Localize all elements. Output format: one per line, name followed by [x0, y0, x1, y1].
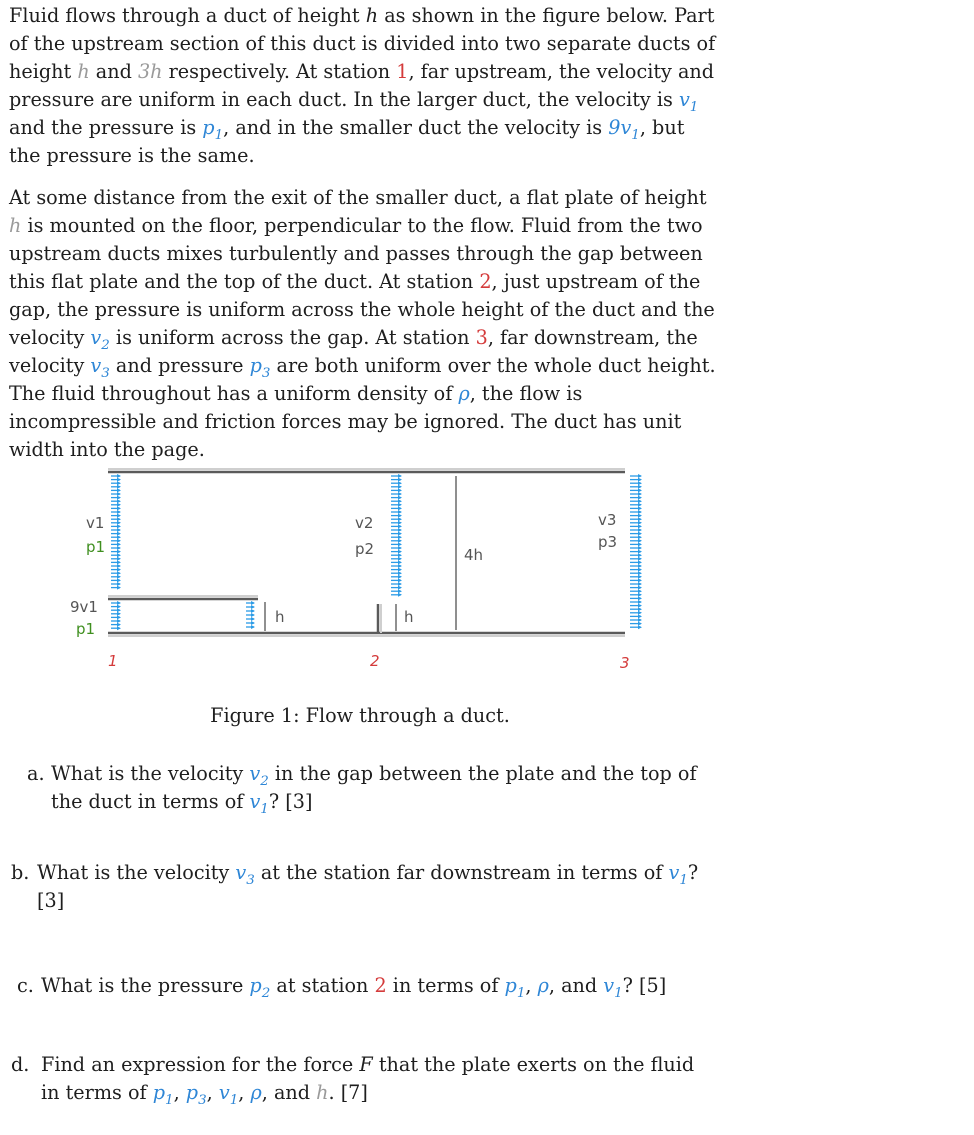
- symbol-p2: $p_2$: [249, 974, 271, 1001]
- station3-arrowhead: [638, 568, 642, 572]
- label-v1: v1: [86, 514, 105, 532]
- text-span: , the flow is incompressible and friction forces may be ignored. The duct has unit width into the page.: [9, 382, 682, 461]
- station2-arrowhead: [398, 550, 402, 554]
- symbol-v1: $v_1$: [249, 790, 269, 817]
- symbol-v2: $v_2$: [90, 326, 110, 353]
- station3-arrowhead: [638, 506, 642, 510]
- station2-arrowhead: [398, 564, 402, 568]
- symbol-9v1: $9v_1$: [608, 116, 640, 143]
- station3-arrowhead: [638, 496, 642, 500]
- station3-arrowhead: [638, 586, 642, 590]
- setup-paragraph: [9, 184, 717, 464]
- question-a: [27, 760, 727, 816]
- station3-arrowhead: [638, 514, 642, 518]
- station3-arrowhead: [638, 528, 642, 532]
- station1-upper-arrowhead: [117, 481, 121, 485]
- text-span: is uniform across the gap. At station: [109, 326, 476, 349]
- station2-arrowhead: [398, 492, 402, 496]
- station2-arrowhead: [398, 575, 402, 579]
- station1-lower-arrowhead: [117, 623, 121, 627]
- station3-arrowhead: [638, 618, 642, 622]
- text-span: , just upstream of the gap, the pressure is uniform across the whole height of the duct and the velocity: [9, 270, 715, 349]
- station3-arrowhead: [638, 589, 642, 593]
- question-text: What is the velocity $v_3$ at the station far downstream in terms of $v_1$? [3]: [37, 861, 699, 912]
- station2-arrowhead: [398, 593, 402, 597]
- station2-arrowhead: [398, 496, 402, 500]
- station1-upper-arrowhead: [117, 528, 121, 532]
- symbol-3h: 3h: [137, 60, 163, 83]
- station1-upper-arrowhead: [117, 503, 121, 507]
- station1-upper-arrowhead: [117, 532, 121, 536]
- question-text: Find an expression for the force F that the plate exerts on the fluid in terms of $p_1$, $p_3$, $v_1$, ρ, and h. [7]: [41, 1053, 695, 1108]
- station3-arrowhead: [638, 578, 642, 582]
- symbol-p1: $p_1$: [202, 116, 224, 143]
- station3-arrowhead: [638, 596, 642, 600]
- symbol-p3: $p_3$: [249, 354, 271, 381]
- station2-arrowhead: [398, 535, 402, 539]
- station3-arrowhead: [638, 542, 642, 546]
- text-span: Fluid flows through a duct of height: [9, 4, 366, 27]
- station2-arrowhead: [398, 539, 402, 543]
- station-exit-small-arrowhead: [251, 613, 255, 617]
- station1-upper-arrowhead: [117, 496, 121, 500]
- question-text: What is the velocity $v_2$ in the gap between the plate and the top of the duct in terms of $v_1$? [3]: [51, 762, 697, 817]
- station3-arrowhead: [638, 478, 642, 482]
- station3-arrowhead: [638, 488, 642, 492]
- station3-arrowhead: [638, 611, 642, 615]
- symbol-h: h: [9, 214, 22, 237]
- station3-arrowhead: [638, 625, 642, 629]
- station2-arrowhead: [398, 542, 402, 546]
- station1-upper-arrowhead: [117, 575, 121, 579]
- station2-arrowhead: [398, 546, 402, 550]
- station1-upper-arrowhead: [117, 564, 121, 568]
- station1-upper-arrowhead: [117, 560, 121, 564]
- station2-arrowhead: [398, 474, 402, 478]
- station1-upper-arrowhead: [117, 510, 121, 514]
- symbol-p3: $p_3$: [185, 1081, 207, 1108]
- label-v2: v2: [355, 514, 374, 532]
- station3-arrowhead: [638, 622, 642, 626]
- station2-arrowhead: [398, 478, 402, 482]
- station1-upper-arrowhead: [117, 571, 121, 575]
- station-exit-small-arrowhead: [251, 617, 255, 621]
- station3-arrowhead: [638, 582, 642, 586]
- station2-arrowhead: [398, 481, 402, 485]
- station1-upper-arrowhead: [117, 568, 121, 572]
- station3-arrowhead: [638, 517, 642, 521]
- station1-lower-arrowhead: [117, 608, 121, 612]
- label-v3: v3: [598, 511, 617, 529]
- text-span: , but the pressure is the same.: [9, 116, 685, 167]
- station1-upper-arrowhead: [117, 578, 121, 582]
- station3-arrowhead: [638, 481, 642, 485]
- station-label-2: 2: [370, 652, 380, 670]
- station1-upper-arrowhead: [117, 582, 121, 586]
- station1-upper-arrowhead: [117, 557, 121, 561]
- station1-upper-arrowhead: [117, 488, 121, 492]
- symbol-v1: $v_1$: [218, 1081, 239, 1108]
- question-d: [11, 1051, 717, 1107]
- question-marker: a.: [27, 762, 45, 785]
- station1-lower-arrowhead: [117, 619, 121, 623]
- text-span: respectively. At station: [162, 60, 397, 83]
- station2-arrowhead: [398, 524, 402, 528]
- station-ref: 1: [396, 60, 409, 83]
- label-h-2: h: [404, 608, 414, 626]
- station3-arrowhead: [638, 604, 642, 608]
- intro-paragraph: [9, 2, 717, 170]
- station3-arrowhead: [638, 510, 642, 514]
- station1-lower-arrowhead: [117, 601, 121, 605]
- station2-arrowhead: [398, 586, 402, 590]
- label-p1-bottom: p1: [76, 620, 96, 638]
- text-span: At some distance from the exit of the smaller duct, a flat plate of height: [9, 186, 707, 209]
- station2-arrowhead: [398, 571, 402, 575]
- question-b: [11, 859, 717, 915]
- station3-arrowhead: [638, 539, 642, 543]
- station1-upper-arrowhead: [117, 478, 121, 482]
- station2-arrowhead: [398, 589, 402, 593]
- station3-arrowhead: [638, 614, 642, 618]
- symbol-v1: $v_1$: [603, 974, 623, 1001]
- station1-upper-arrowhead: [117, 492, 121, 496]
- symbol-v3: $v_3$: [235, 861, 255, 888]
- station-ref: 2: [374, 974, 387, 997]
- station2-arrowhead: [398, 532, 402, 536]
- text-span: and: [89, 60, 138, 83]
- velocity-arrows: [111, 474, 642, 630]
- station1-upper-arrowhead: [117, 524, 121, 528]
- station-label-1: 1: [108, 652, 118, 670]
- station2-arrowhead: [398, 517, 402, 521]
- station1-upper-arrowhead: [117, 506, 121, 510]
- station-exit-small-arrowhead: [251, 621, 255, 625]
- symbol-p1: $p_1$: [504, 974, 526, 1001]
- text-span: , and in the smaller duct the velocity is: [223, 116, 609, 139]
- text-span: and pressure: [109, 354, 250, 377]
- station-exit-small-arrowhead: [251, 605, 255, 609]
- station3-arrowhead: [638, 499, 642, 503]
- symbol-rho: ρ: [458, 382, 470, 405]
- station3-arrowhead: [638, 607, 642, 611]
- station-exit-small-arrowhead: [251, 601, 255, 605]
- station1-lower-arrowhead: [117, 612, 121, 616]
- station3-arrowhead: [638, 593, 642, 597]
- station3-arrowhead: [638, 575, 642, 579]
- symbol-rho: ρ: [537, 974, 549, 997]
- text-span: and the pressure is: [9, 116, 203, 139]
- label-p2: p2: [355, 540, 375, 558]
- station2-arrowhead: [398, 568, 402, 572]
- symbol-F: F: [359, 1053, 373, 1076]
- label-p1-top: p1: [86, 538, 106, 556]
- station2-arrowhead: [398, 514, 402, 518]
- symbol-h: h: [365, 4, 379, 27]
- station3-arrowhead: [638, 503, 642, 507]
- label-p3: p3: [598, 533, 618, 551]
- symbol-rho: ρ: [250, 1081, 262, 1104]
- symbol-v1: $v_1$: [678, 88, 699, 115]
- label-4h: 4h: [464, 546, 484, 564]
- station3-arrowhead: [638, 546, 642, 550]
- symbol-v2: $v_2$: [249, 762, 269, 789]
- station1-lower-arrowhead: [117, 626, 121, 630]
- station3-arrowhead: [638, 521, 642, 525]
- station3-arrowhead: [638, 553, 642, 557]
- station1-upper-arrowhead: [117, 553, 121, 557]
- text-span: , far upstream, the velocity and pressure are uniform in each duct. In the larger duct, the velocity is: [9, 60, 715, 111]
- station1-upper-arrowhead: [117, 539, 121, 543]
- station3-arrowhead: [638, 535, 642, 539]
- station1-upper-arrowhead: [117, 521, 121, 525]
- text-span: is mounted on the floor, perpendicular to the flow. Fluid from the two upstream ducts mixes turbulently and passes through the gap between this flat plate and the top of the duct. At station: [9, 214, 703, 293]
- station1-upper-arrowhead: [117, 546, 121, 550]
- station2-arrowhead: [398, 553, 402, 557]
- station3-arrowhead: [638, 560, 642, 564]
- symbol-h: h: [77, 60, 90, 83]
- station3-arrowhead: [638, 571, 642, 575]
- station-ref: 2: [479, 270, 492, 293]
- station-ref: 3: [475, 326, 488, 349]
- station2-arrowhead: [398, 560, 402, 564]
- station1-upper-arrowhead: [117, 535, 121, 539]
- question-c: [17, 972, 717, 1000]
- station2-arrowhead: [398, 528, 402, 532]
- station1-upper-arrowhead: [117, 517, 121, 521]
- station2-arrowhead: [398, 557, 402, 561]
- station3-arrowhead: [638, 564, 642, 568]
- text-span: are both uniform over the whole duct height. The fluid throughout has a uniform density of: [9, 354, 716, 405]
- station2-arrowhead: [398, 506, 402, 510]
- station2-arrowhead: [398, 582, 402, 586]
- station2-arrowhead: [398, 578, 402, 582]
- symbol-v3: $v_3$: [90, 354, 110, 381]
- station3-arrowhead: [638, 550, 642, 554]
- station-exit-small-arrowhead: [251, 625, 255, 629]
- station3-arrowhead: [638, 474, 642, 478]
- label-h-1: h: [275, 608, 285, 626]
- station2-arrowhead: [398, 488, 402, 492]
- station1-upper-arrowhead: [117, 499, 121, 503]
- station1-upper-arrowhead: [117, 586, 121, 590]
- station1-upper-arrowhead: [117, 542, 121, 546]
- station1-lower-arrowhead: [117, 605, 121, 609]
- symbol-v1: $v_1$: [668, 861, 688, 888]
- question-marker: d.: [11, 1053, 30, 1076]
- station1-upper-arrowhead: [117, 485, 121, 489]
- question-marker: c.: [17, 974, 34, 997]
- label-9v1: 9v1: [70, 598, 98, 616]
- station2-arrowhead: [398, 485, 402, 489]
- station3-arrowhead: [638, 557, 642, 561]
- text-span: as shown in the figure below. Part of the upstream section of this duct is divided into two separate ducts of height: [9, 4, 716, 83]
- station1-upper-arrowhead: [117, 474, 121, 478]
- station2-arrowhead: [398, 503, 402, 507]
- duct-figure: [0, 455, 974, 695]
- station3-arrowhead: [638, 532, 642, 536]
- station3-arrowhead: [638, 492, 642, 496]
- symbol-p1: $p_1$: [152, 1081, 174, 1108]
- station2-arrowhead: [398, 499, 402, 503]
- figure-caption: Figure 1: Flow through a duct.: [210, 704, 510, 727]
- station-label-3: 3: [620, 654, 630, 672]
- station3-arrowhead: [638, 600, 642, 604]
- station1-upper-arrowhead: [117, 550, 121, 554]
- station3-arrowhead: [638, 485, 642, 489]
- question-text: What is the pressure $p_2$ at station 2 in terms of $p_1$, ρ, and $v_1$? [5]: [41, 974, 667, 1001]
- question-marker: b.: [11, 861, 30, 884]
- station2-arrowhead: [398, 521, 402, 525]
- text-span: , far downstream, the velocity: [9, 326, 698, 377]
- station3-arrowhead: [638, 524, 642, 528]
- symbol-h: h: [316, 1081, 329, 1104]
- station2-arrowhead: [398, 510, 402, 514]
- station-exit-small-arrowhead: [251, 609, 255, 613]
- station1-upper-arrowhead: [117, 514, 121, 518]
- station1-lower-arrowhead: [117, 615, 121, 619]
